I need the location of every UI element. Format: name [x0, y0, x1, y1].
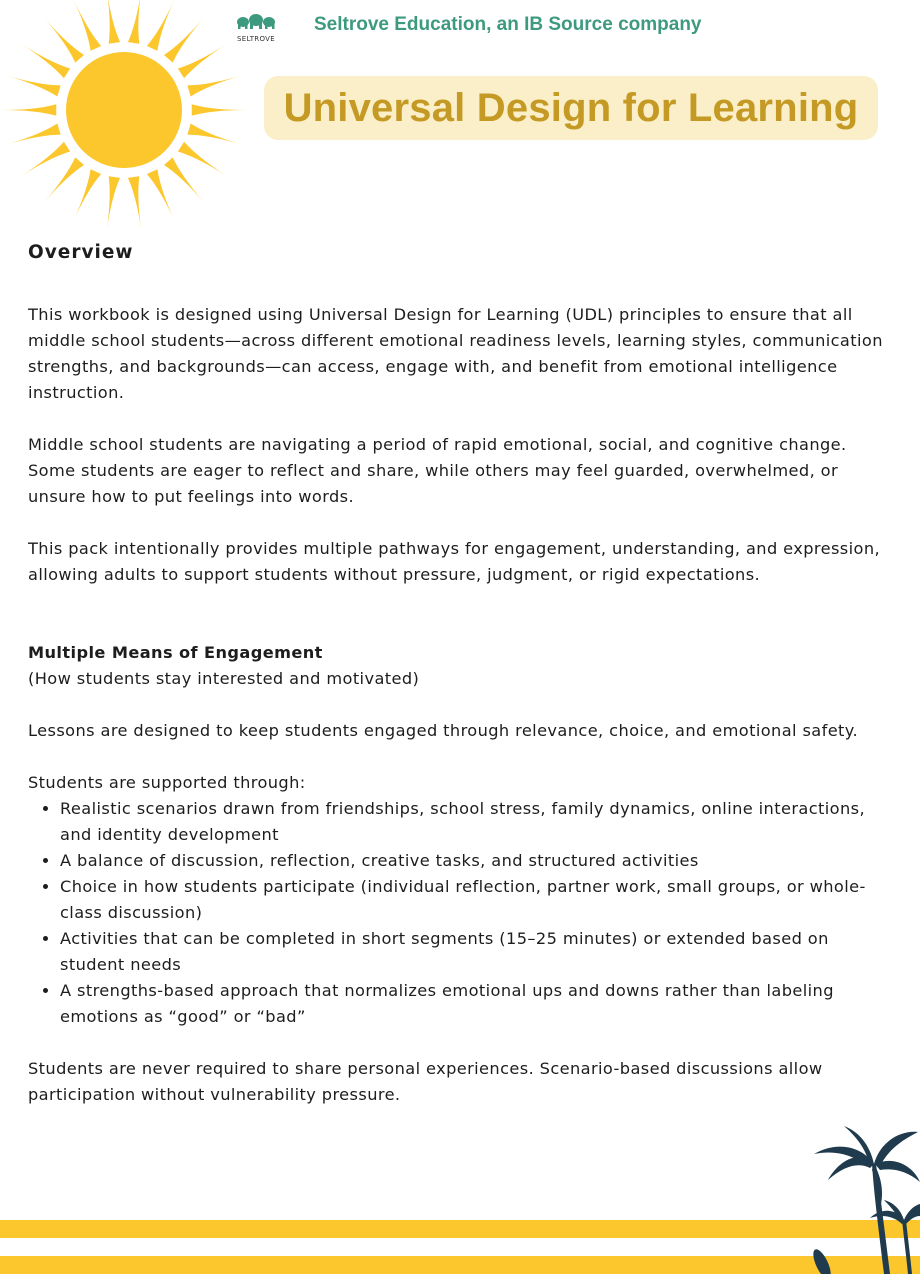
- engagement-list-intro: Students are supported through:: [28, 773, 306, 792]
- sun-ray: [187, 124, 241, 145]
- footer-stripe: [0, 1220, 920, 1238]
- overview-paragraph: This pack intentionally provides multiple pathways for engagement, understanding, and expression, allowing adults to support students without pressure, judgment, or rigid expectations.: [28, 539, 881, 584]
- sun-ray: [44, 18, 84, 63]
- overview-paragraph: This workbook is designed using Universal Design for Learning (UDL) principles to ensure that all middle school students—across different emotional readiness levels, learning styles, communication strengths, and backgrounds—can access, engage with, and benefit from emotional intelligence instruction.: [28, 305, 883, 402]
- seltrove-logo: [234, 12, 278, 43]
- list-item: • Choice in how students participate (individual reflection, partner work, small groups, or whole-class discussion): [60, 874, 898, 926]
- sun-ray: [73, 0, 101, 51]
- page-title: Universal Design for Learning: [283, 85, 859, 130]
- palm-trees-icon: [800, 1124, 920, 1274]
- overview-heading: Overview: [28, 242, 134, 263]
- list-item: • A strengths-based approach that normalizes emotional ups and downs rather than labeling emotions as “good” or “bad”: [60, 978, 898, 1030]
- engagement-list: [28, 796, 898, 1030]
- sun-ray: [128, 176, 141, 231]
- title-banner: [264, 76, 878, 140]
- sun-ray: [164, 157, 204, 202]
- sun-ray: [178, 142, 227, 176]
- sun-ray: [107, 176, 120, 231]
- sun-ray: [2, 104, 56, 116]
- sun-ray: [164, 18, 204, 63]
- engagement-closing: Students are never required to share personal experiences. Scenario-based discussions allow participation without vulnerability pressure.: [28, 1059, 823, 1104]
- main-content: [28, 240, 898, 1108]
- sun-ray: [21, 44, 70, 78]
- sun-ray: [128, 0, 141, 44]
- sun-ray: [147, 169, 175, 221]
- logo-text: SELTROVE: [237, 35, 275, 43]
- sun-ray: [187, 76, 241, 97]
- list-item: • Realistic scenarios drawn from friendships, school stress, family dynamics, online interactions, and identity development: [60, 796, 898, 848]
- sun-icon: [0, 0, 260, 240]
- sun-ray: [7, 124, 61, 145]
- list-item: • Activities that can be completed in short segments (15–25 minutes) or extended based on student needs: [60, 926, 898, 978]
- footer-stripe: [0, 1256, 920, 1274]
- sun-ray: [178, 44, 227, 78]
- sun-ray: [147, 0, 175, 51]
- engagement-heading: Multiple Means of Engagement: [28, 643, 323, 662]
- elephant-logo-icon: [234, 12, 278, 30]
- engagement-intro: Lessons are designed to keep students engaged through relevance, choice, and emotional safety.: [28, 721, 859, 740]
- sun-ray: [192, 104, 246, 116]
- sun-ray: [73, 169, 101, 221]
- sun-ray: [7, 76, 61, 97]
- engagement-subheading: (How students stay interested and motivated): [28, 669, 420, 688]
- sun-ray: [107, 0, 120, 44]
- company-name: Seltrove Education, an IB Source company: [314, 14, 702, 35]
- list-item: • A balance of discussion, reflection, creative tasks, and structured activities: [60, 848, 898, 874]
- sun-ray: [21, 142, 70, 176]
- overview-paragraph: Middle school students are navigating a period of rapid emotional, social, and cognitive change. Some students are eager to reflect and share, while others may feel guarded, overwhelmed, or unsure how to put feelings into words.: [28, 435, 847, 506]
- sun-ray: [44, 157, 84, 202]
